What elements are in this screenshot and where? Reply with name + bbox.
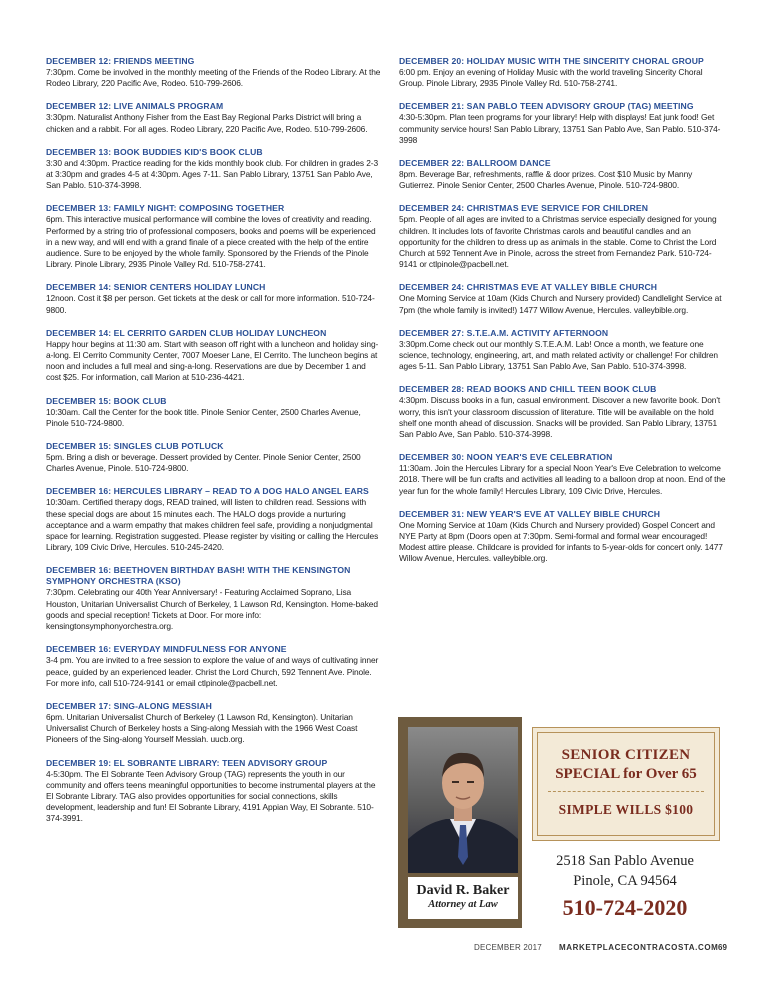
event-description: 4:30pm. Discuss books in a fun, casual environment. Discover a new favorite book. Don't worry, this isn't your classroom discussion of literature. Title will be available on the hold shelf one month ahead of discussion. Snacks will be provided. San Pablo Library, 13751 San Pablo Ave, San Pablo. 510-374-3998. — [399, 395, 721, 440]
event-listing — [46, 486, 381, 553]
event-title: DECEMBER 21: SAN PABLO TEEN ADVISORY GROUP (TAG) MEETING — [399, 101, 694, 112]
event-listing — [46, 396, 381, 429]
event-description: 10:30am. Certified therapy dogs, READ trained, will listen to children read. Sessions with these special dogs are about 15 minutes each. The HALO dogs provide a nurturing acceptance and a warm empathy that makes children feel safe, providing a nonjudgmental space for learning. Registration suggested. Please register by visiting or calling the Hercules Library, 109 Civic Drive, Hercules. 510-245-2420. — [46, 497, 379, 553]
event-listing — [46, 56, 381, 89]
event-listing — [399, 328, 729, 373]
event-description: One Morning Service at 10am (Kids Church and Nursery provided) Candlelight Service at 7pm (the whole family is invited!) 1477 Willow Avenue, Hercules. valleybible.org. — [399, 293, 722, 315]
event-listing — [46, 147, 381, 192]
attorney-name: David R. Baker — [416, 883, 510, 898]
event-listing — [399, 203, 729, 270]
event-description: 10:30am. Call the Center for the book title. Pinole Senior Center, 2500 Charles Avenue, Pinole 510-724-9800. — [46, 406, 361, 428]
offer-divider — [548, 791, 704, 792]
event-listing — [399, 56, 729, 89]
offer-box-inner — [537, 732, 715, 836]
event-description: 3:30pm.Come check out our monthly S.T.E.A.M. Lab! Once a month, we feature one science, technology, engineering, art, and math related activity or challenge! For children ages 5-11. San Pablo Library, 13751 San Pablo Ave, San Pablo. 510-374-3998. — [399, 338, 718, 372]
event-listing — [399, 509, 729, 565]
event-title: DECEMBER 24: CHRISTMAS EVE AT VALLEY BIBLE CHURCH — [399, 282, 658, 293]
footer-issue-date: DECEMBER 2017 — [474, 943, 542, 952]
event-title: DECEMBER 30: NOON YEAR'S EVE CELEBRATION — [399, 452, 613, 463]
event-title: DECEMBER 16: HERCULES LIBRARY – READ TO A DOG HALO ANGEL EARS — [46, 486, 369, 497]
event-description: 8pm. Beverage Bar, refreshments, raffle & door prizes. Cost $10 Music by Manny Gutierrez. Pinole Senior Center, 2500 Charles Avenue, Pinole. 510-724-9800. — [399, 169, 693, 191]
event-description: 11:30am. Join the Hercules Library for a special Noon Year's Eve Celebration to welcome 2018. There will be fun crafts and activities all leading to a balloon drop at noon. End of the year fun for the whole family! Hercules Library, 109 Civic Drive, Hercules. — [399, 463, 726, 496]
offer-heading: SENIOR CITIZEN — [561, 747, 691, 763]
offer-subheading: SPECIAL for Over 65 — [555, 766, 697, 782]
event-title: DECEMBER 14: SENIOR CENTERS HOLIDAY LUNCH — [46, 282, 266, 293]
event-title: DECEMBER 31: NEW YEAR'S EVE AT VALLEY BIBLE CHURCH — [399, 508, 661, 519]
event-description: Happy hour begins at 11:30 am. Start with season off right with a luncheon and holiday sing-a-long. El Cerrito Community Center, 7007 Moeser Lane, El Cerrito. The luncheon begins at noon and includes a full meal and sing-a-long. Reservations are due by December 1 and cost $25. For information, call Marion at 510-236-4421. — [46, 338, 379, 383]
attorney-title: Attorney at Law — [428, 899, 498, 910]
event-title: DECEMBER 14: EL CERRITO GARDEN CLUB HOLIDAY LUNCHEON — [46, 327, 327, 338]
event-listing — [46, 328, 381, 384]
event-description: 3-4 pm. You are invited to a free session to explore the value of and ways of cultivating inner peace, guided by an experienced leader. Christ the Lord Church, 592 Tennent Ave. Pinole. For more info, call 510-724-9141 or email ctlpinole@pacbell.net. — [46, 655, 379, 688]
right-column — [399, 56, 729, 577]
offer-price: SIMPLE WILLS $100 — [558, 802, 694, 817]
event-title: DECEMBER 12: FRIENDS MEETING — [46, 56, 195, 66]
address-city: Pinole, CA 94564 — [573, 873, 677, 889]
event-title: DECEMBER 12: LIVE ANIMALS PROGRAM — [46, 101, 224, 112]
event-listing — [399, 452, 729, 497]
ad-address — [522, 851, 728, 891]
address-street: 2518 San Pablo Avenue — [556, 853, 694, 869]
event-listing — [46, 701, 381, 746]
ad-phone: 510-724-2020 — [562, 895, 688, 920]
offer-box — [532, 727, 720, 841]
event-title: DECEMBER 28: READ BOOKS AND CHILL TEEN BOOK CLUB — [399, 384, 657, 395]
event-listing — [399, 158, 729, 191]
event-description: 3:30 and 4:30pm. Practice reading for the kids monthly book club. For children in grades 2-3 at 3:30pm and grades 4-5 at 4:30pm. Ages 7-11. San Pablo Library, 13751 San Pablo Ave, San Pablo. 510-374-3998. — [46, 157, 379, 191]
event-description: 3:30pm. Naturalist Anthony Fisher from the East Bay Regional Parks District will bring a chicken and a rabbit. For all ages. Rodeo Library, 220 Pacific Ave, Rodeo. 510-799-2606. — [46, 112, 368, 134]
event-listing — [46, 565, 381, 632]
event-title: DECEMBER 22: BALLROOM DANCE — [399, 158, 551, 169]
left-column — [46, 56, 381, 837]
event-description: 7:30pm. Come be involved in the monthly meeting of the Friends of the Rodeo Library. At the Rodeo Library, 220 Pacific Ave, Rodeo. 510-799-2606. — [46, 67, 381, 89]
event-listing — [46, 758, 381, 825]
event-listing — [46, 282, 381, 315]
footer-website: MARKETPLACECONTRACOSTA.COM — [559, 943, 719, 952]
event-title: DECEMBER 15: SINGLES CLUB POTLUCK — [46, 441, 224, 452]
page-number: 69 — [718, 943, 727, 952]
event-title: DECEMBER 19: EL SOBRANTE LIBRARY: TEEN ADVISORY GROUP — [46, 757, 328, 768]
event-title: DECEMBER 17: SING-ALONG MESSIAH — [46, 700, 212, 711]
event-description: 5pm. People of all ages are invited to a Christmas service especially designed for young children. It includes lots of favorite Christmas carols and beautiful candles and an opportunity for the children to dress up as animals in the stable. Come to Christ the Lord Church at 592 Tennent Ave in Pinole, across the street from Fernandez Park. 510-724-9141 or ctlpinole@pacbell.net. — [399, 214, 717, 270]
event-description: 12noon. Cost it $8 per person. Get tickets at the desk or call for more information. 510-724-9800. — [46, 293, 375, 315]
event-description: 6pm. Unitarian Universalist Church of Berkeley (1 Lawson Rd, Kensington). Unitarian Universalist Church of Berkeley hosts a Sing-along Messiah with the 1966 West Coast Pioneers of the Sing-along Yourself Messiah. uucb.org. — [46, 711, 358, 745]
event-listing — [399, 101, 729, 146]
event-listing — [46, 101, 381, 134]
event-description: 5pm. Bring a dish or beverage. Dessert provided by Center. Pinole Senior Center, 2500 Charles Avenue, Pinole. 510-724-9800. — [46, 452, 361, 474]
event-title: DECEMBER 27: S.T.E.A.M. ACTIVITY AFTERNOON — [399, 327, 609, 338]
event-description: One Morning Service at 10am (Kids Church and Nursery provided) Gospel Concert and NYE Party at 8pm (Doors open at 7:30pm. Semi-formal and formal wear encouraged! Modest attire please. Childcare is provided for infants to 5-year-olds for concert only. 1477 Willow Avenue, Hercules. valleybible.org. — [399, 519, 723, 564]
event-listing — [399, 282, 729, 315]
ad-info-panel — [522, 717, 728, 928]
attorney-advertisement — [398, 717, 728, 928]
event-listing — [46, 441, 381, 474]
event-title: DECEMBER 15: BOOK CLUB — [46, 395, 167, 406]
event-description: 4-5:30pm. The El Sobrante Teen Advisory Group (TAG) represents the youth in our community and offers teens meaningful opportunities to become instrumental players at the El Sobrante Library. TAG also provides opportunities for social connections, skills development, leadership and fun! El Sobrante Library, 4191 Appian Way, El Sobrante. 510-374-3991. — [46, 768, 376, 824]
attorney-photo — [408, 727, 518, 873]
event-title: DECEMBER 20: HOLIDAY MUSIC WITH THE SINCERITY CHORAL GROUP — [399, 56, 704, 66]
event-title: DECEMBER 24: CHRISTMAS EVE SERVICE FOR CHILDREN — [399, 203, 649, 214]
event-description: 6pm. This interactive musical performance will combine the loves of creativity and reading. Performed by a string trio of professional composers, books and poems will be experienced in a new way, and will end with a grand finale of a piece created with the help of the entire audience. Sure to be enjoyed by the whole family. Sponsored by the Friends of the Pinole Library. Pinole Library, 2935 Pinole Valley Rd. 510-758-2741. — [46, 214, 376, 270]
event-title: DECEMBER 13: FAMILY NIGHT: COMPOSING TOGETHER — [46, 203, 285, 214]
event-listing — [46, 644, 381, 689]
event-title: DECEMBER 13: BOOK BUDDIES KID'S BOOK CLUB — [46, 146, 263, 157]
attorney-name-box — [408, 877, 518, 919]
event-description: 4:30-5:30pm. Plan teen programs for your library! Help with displays! Eat junk food! Get community service hours! San Pablo Library, 13751 San Pablo Ave, San Pablo. 510-374-3998 — [399, 112, 721, 145]
event-description: 7:30pm. Celebrating our 40th Year Anniversary! - Featuring Acclaimed Soprano, Lisa Houston, Unitarian Universalist Church of Berkeley, 1 Lawson Rd, Kensington. Home-baked goods and special reception! Tickets at Door. For more info: kensingtonsymphonyorchestra.org. — [46, 587, 378, 632]
event-description: 6:00 pm. Enjoy an evening of Holiday Music with the world traveling Sincerity Choral Group. Pinole Library, 2935 Pinole Valley Rd. 510-758-2741. — [399, 67, 703, 89]
event-title: DECEMBER 16: EVERYDAY MINDFULNESS FOR ANYONE — [46, 644, 287, 655]
event-listing — [46, 203, 381, 270]
event-title: DECEMBER 16: BEETHOVEN BIRTHDAY BASH! WITH THE KENSINGTON SYMPHONY ORCHESTRA (KSO) — [46, 565, 351, 587]
event-listing — [399, 384, 729, 440]
